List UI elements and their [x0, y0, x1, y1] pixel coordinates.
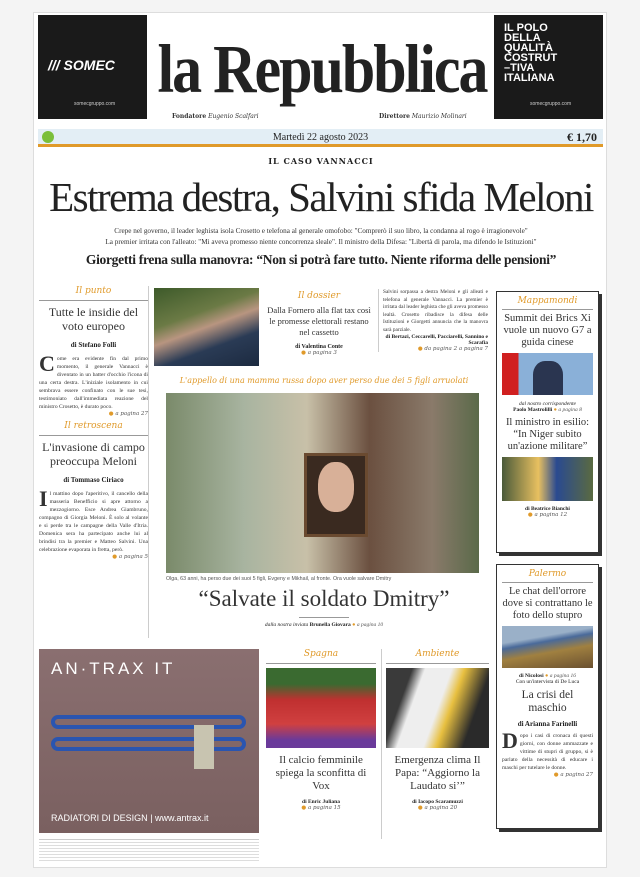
palermo-box — [496, 564, 599, 829]
dossier-title[interactable]: Dalla Fornero alla flat tax così le promesse elettorali restano nel cassetto — [267, 305, 371, 337]
crisi-author: di Arianna Farinelli — [517, 720, 578, 728]
ad-brand: /// SOMEC — [48, 57, 115, 73]
slogan-line: QUALITÀ — [504, 42, 553, 54]
ambiente-article — [381, 649, 489, 839]
lead-headline[interactable]: Estrema destra, Salvini sfida Meloni — [49, 174, 593, 220]
salvini-photo — [154, 288, 259, 366]
russia-byline: dalla nostra inviata Brunella Giovara ● a pagina 10 — [154, 622, 494, 628]
russia-kicker: L'appello di una mamma russa dopo aver perso due dei 5 figli arruolati — [179, 376, 469, 385]
ad-url: somecgruppo.com — [74, 101, 116, 107]
ambiente-title[interactable]: Emergenza clima Il Papa: “Aggiorno la Laudato si’” — [394, 754, 481, 792]
portrait-frame — [304, 453, 368, 537]
founder-label: Fondatore — [172, 113, 207, 120]
slogan-line: ITALIANA — [504, 72, 555, 84]
ambiente-kicker: Ambiente — [415, 649, 460, 659]
founder-name: Eugenio Scalfari — [208, 113, 259, 120]
date-bar — [38, 129, 603, 147]
retroscena-author: di Tommaso Ciriaco — [63, 476, 124, 484]
radiator-icon — [51, 715, 246, 729]
ambiente-author: di Iacopo Scaramuzzi — [412, 799, 463, 805]
brief-authors: di Bertazi, Ceccarelli, Pacciarelli, Sannino e Scarafia — [385, 334, 488, 346]
brief-text: Salvini sorpassa a destra Meloni e gli alleati e telefona al generale Vannacci. La premier è irritata dal leader leghista che gli aveva promesso lealtà. Crosetto ribadisce la difesa delle Istituzioni e Giorgetti annuncia che la manovra sarà parziale. — [383, 289, 488, 333]
founder-line — [172, 113, 259, 120]
ad-somec-left[interactable] — [38, 15, 147, 119]
ad-antrax[interactable] — [39, 649, 259, 833]
niger-title[interactable]: Il ministro in esilio: “In Niger subito un'azione militare” — [505, 417, 590, 452]
crisi-page-ref[interactable]: ● a pagina 27 — [502, 772, 593, 778]
brics-author: Paolo Mastrolilli — [513, 407, 553, 413]
brief-page-ref[interactable]: ● da pagina 2 a pagina 7 — [383, 346, 488, 352]
retroscena-title[interactable]: L'invasione di campo preoccupa Meloni — [42, 440, 145, 468]
niger-page-ref[interactable]: ● a pagina 12 — [502, 512, 593, 518]
dossier-page-ref[interactable]: ● a pagina 3 — [264, 350, 374, 356]
dossier-article — [264, 291, 374, 356]
retroscena-kicker: Il retroscena — [64, 421, 123, 431]
brics-title[interactable]: Summit dei Brics Xi vuole un nuovo G7 a guida cinese — [503, 313, 592, 348]
photo-caption: Olga, 63 anni, ha perso due dei suoi 5 figli, Evgeny e Mikhail, al fronte. Ora vuole salvare Dmitry — [166, 576, 392, 582]
ad-slogan — [504, 23, 557, 83]
slogan-line: DELLA — [504, 32, 541, 44]
niger-author: di Beatrice Bianchi — [525, 506, 570, 512]
slogan-line: COSTRUT — [504, 52, 558, 64]
front-page — [33, 12, 607, 868]
spagna-author: di Enric Juliana — [302, 799, 340, 805]
spagna-kicker: Spagna — [303, 649, 339, 659]
radiator-icon — [51, 737, 246, 751]
spagna-article — [266, 649, 376, 839]
byline-pre: dal nostro corrispondente — [519, 401, 576, 407]
lead-kicker: IL CASO VANNACCI — [268, 156, 374, 166]
director-line — [379, 113, 467, 120]
punto-title[interactable]: Tutte le insidie del voto europeo — [48, 305, 139, 333]
pope-photo — [386, 668, 489, 748]
director-name: Maurizio Molinari — [411, 113, 467, 120]
ambiente-page-ref[interactable]: ● a pagina 20 — [386, 805, 489, 811]
palermo-photo — [502, 626, 593, 668]
crisi-text: opo i casi di cronaca di questi giorni, con donne ammazzate e vittime di stupri di gruppo, si è parlato della necessità di educare i maschi per tutelare le donne. — [502, 733, 593, 771]
towel-icon — [194, 725, 214, 769]
drop-cap: D — [502, 728, 518, 753]
mappamondi-box — [496, 291, 599, 553]
punto-page-ref[interactable]: ● a pagina 27 — [39, 411, 148, 417]
palermo-author: di Nicolosi — [519, 673, 544, 679]
punto-text: ome era evidente fin dal primo momento, il generale Vannacci è diventato in un batter d'occhio l'icona di una certa destra. L'iniziale isolamento in cui sembrava essere confinato con le sue tesi, testimoniato dall'immediata reazione del ministro Crosetto, è durato poco. — [39, 356, 148, 410]
salvini-brief — [378, 289, 488, 352]
second-headline[interactable]: Giorgetti frena sulla manovra: “Non si potrà fare tutto. Niente riforma delle pensioni” — [85, 252, 557, 267]
punto-author: di Stefano Folli — [70, 341, 117, 349]
divider — [299, 617, 349, 618]
slogan-line: IL POLO — [504, 22, 548, 34]
russia-title[interactable]: “Salvate il soldato Dmitry” — [198, 586, 450, 611]
palermo-interview: Con un'intervista di De Luca — [515, 679, 580, 685]
antrax-tagline: RADIATORI DI DESIGN | www.antrax.it — [51, 813, 209, 823]
mother-photo — [166, 393, 479, 573]
brics-page-ref[interactable]: ● a pagina 8 — [554, 407, 582, 413]
spain-team-photo — [266, 668, 376, 748]
retroscena-page-ref[interactable]: ● a pagina 5 — [39, 554, 148, 560]
xi-photo — [502, 353, 593, 395]
russia-page-ref[interactable]: ● a pagina 10 — [352, 622, 383, 628]
punto-kicker: Il punto — [75, 286, 112, 296]
masthead-logo: la Repubblica — [157, 30, 487, 107]
drop-cap: C — [39, 351, 55, 376]
dossier-kicker: Il dossier — [297, 291, 341, 301]
issue-date: Martedì 22 agosto 2023 — [272, 132, 369, 143]
price: € 1,70 — [567, 130, 597, 144]
slogan-line: –TIVA — [504, 62, 535, 74]
retroscena-text: l mattino dopo l'aperitivo, il cancello della masseria Benefficio si apre attorno a mezzogiorno. Esce Andrea Giambruno, compagno di Giorgia Meloni. È solo al volante e si perde tra le campagne della Valle d'Itria. Domenica sera ha partecipato anche lui al brindisi tra la premier e Matteo Salvini. Una celebrazione evaporata in fretta, però. — [39, 491, 148, 553]
palermo-page-ref[interactable]: ● a pagina 16 — [545, 673, 576, 679]
niger-photo — [502, 457, 593, 501]
spagna-page-ref[interactable]: ● a pagina 15 — [266, 805, 376, 811]
left-column — [39, 286, 149, 638]
ad-url: somecgruppo.com — [530, 101, 572, 107]
palermo-kicker: Palermo — [528, 569, 567, 579]
drop-cap: I — [39, 486, 48, 511]
punto-body — [39, 351, 148, 411]
crisi-title[interactable]: La crisi del maschio — [521, 689, 574, 714]
spagna-title[interactable]: Il calcio femminile spiega la sconfitta di Vox — [275, 754, 367, 792]
lead-subheading-2: La premier irritata con l'alleato: "Mi aveva promesso niente concorrenza sleale". Il ministro della Difesa: "Libertà di parola, ma difendo le Istituzioni" — [105, 238, 537, 246]
lead-subheading-1: Crepe nel governo, il leader leghista isola Crosetto e telefona al generale omofobo: "Comprerò il suo libro, la condanna al rogo è irragionevole" — [114, 227, 528, 235]
retroscena-body — [39, 486, 148, 554]
footer-info — [39, 839, 259, 861]
mappamondi-kicker: Mappamondi — [517, 296, 578, 306]
antrax-brand: AN·TRAX IT — [51, 659, 176, 678]
dossier-author: di Valentina Conte — [295, 344, 343, 350]
ad-somec-right[interactable] — [494, 15, 603, 119]
director-label: Direttore — [379, 113, 410, 120]
palermo-title[interactable]: Le chat dell'orrore dove si contrattano le foto dello stupro — [502, 586, 593, 621]
